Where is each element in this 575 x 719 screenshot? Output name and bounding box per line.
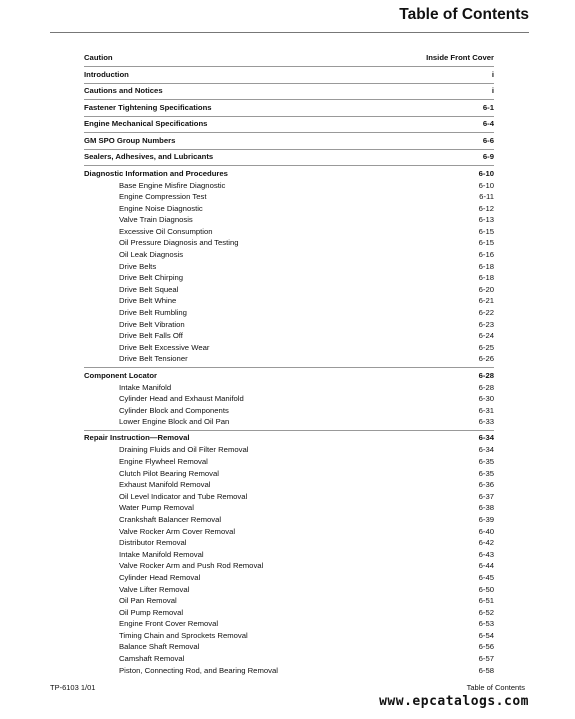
section-divider [84, 165, 494, 166]
toc-entry-page: 6-15 [478, 238, 494, 248]
toc-entry-page: 6-37 [478, 491, 494, 501]
toc-entry-page: 6-34 [478, 433, 494, 443]
toc-entry-label: Drive Belts [119, 261, 157, 271]
toc-entry-label: Drive Belt Chirping [119, 273, 184, 283]
toc-entry-page: 6-31 [478, 405, 494, 415]
toc-entry-label: Balance Shaft Removal [119, 642, 200, 652]
toc-entry-label: Cylinder Head and Exhaust Manifold [119, 394, 244, 404]
toc-entry-page: 6-38 [478, 503, 494, 513]
watermark-url: www.epcatalogs.com [379, 694, 529, 709]
toc-entry-label: Oil Pan Removal [119, 596, 177, 606]
toc-entry-page: 6-52 [478, 607, 494, 617]
toc-subentry[interactable] [84, 330, 494, 342]
section-divider [84, 116, 494, 117]
toc-entry-label: GM SPO Group Numbers [84, 135, 176, 145]
toc-entry-page: i [491, 86, 494, 95]
toc-entry-label: Introduction [84, 69, 129, 79]
toc-section-entry[interactable] [84, 85, 494, 97]
toc-subentry[interactable] [84, 226, 494, 238]
table-of-contents [84, 52, 494, 676]
toc-entry-page: 6-43 [478, 549, 494, 559]
toc-entry-label: Drive Belt Whine [119, 296, 177, 306]
toc-entry-label: Diagnostic Information and Procedures [84, 168, 228, 178]
toc-entry-label: Oil Level Indicator and Tube Removal [119, 491, 248, 501]
toc-subentry[interactable] [84, 353, 494, 365]
toc-subentry[interactable] [84, 295, 494, 307]
section-divider [84, 149, 494, 150]
toc-section-entry[interactable] [84, 102, 494, 114]
section-divider [84, 99, 494, 100]
toc-entry-page: 6-21 [478, 296, 494, 306]
section-divider [84, 367, 494, 368]
footer-section-name: Table of Contents [466, 683, 525, 692]
toc-subentry[interactable] [84, 641, 494, 653]
toc-entry-label: Valve Rocker Arm and Push Rod Removal [119, 561, 264, 571]
toc-entry-page: 6-10 [478, 180, 494, 190]
toc-entry-label: Component Locator [84, 370, 158, 380]
toc-subentry[interactable] [84, 618, 494, 630]
toc-entry-label: Intake Manifold Removal [119, 549, 204, 559]
section-divider [84, 83, 494, 84]
toc-subentry[interactable] [84, 405, 494, 417]
toc-subentry[interactable] [84, 560, 494, 572]
toc-subentry[interactable] [84, 249, 494, 261]
title-divider [50, 32, 529, 33]
toc-entry-label: Valve Lifter Removal [119, 584, 190, 594]
toc-entry-page: 6-44 [478, 561, 494, 571]
toc-entry-label: Sealers, Adhesives, and Lubricants [84, 152, 214, 161]
toc-entry-page: 6-39 [478, 514, 494, 524]
toc-entry-page: 6-16 [478, 250, 494, 260]
toc-entry-page: 6-58 [478, 665, 494, 675]
toc-entry-label: Clutch Pilot Bearing Removal [119, 468, 219, 478]
toc-entry-page: 6-56 [478, 642, 494, 652]
toc-entry-label: Water Pump Removal [119, 503, 194, 513]
toc-entry-label: Drive Belt Falls Off [119, 331, 183, 341]
toc-entry-label: Cautions and Notices [84, 86, 163, 95]
toc-subentry[interactable] [84, 549, 494, 561]
toc-entry-page: 6-12 [478, 203, 494, 213]
toc-subentry[interactable] [84, 307, 494, 319]
section-divider [84, 132, 494, 133]
toc-subentry[interactable] [84, 382, 494, 394]
footer-doc-id: TP-6103 1/01 [50, 683, 96, 692]
toc-entry-page: 6-51 [478, 596, 494, 606]
toc-entry-page: 6-11 [479, 192, 494, 202]
toc-subentry[interactable] [84, 261, 494, 273]
toc-entry-page: 6-10 [478, 168, 494, 178]
toc-entry-page: 6-13 [478, 215, 494, 225]
toc-entry-label: Camshaft Removal [119, 654, 185, 664]
toc-subentry[interactable] [84, 607, 494, 619]
toc-entry-label: Intake Manifold [119, 382, 172, 392]
toc-subentry[interactable] [84, 630, 494, 642]
toc-entry-page: 6-4 [482, 119, 494, 128]
toc-subentry[interactable] [84, 319, 494, 331]
toc-entry-page: 6-34 [478, 445, 494, 455]
toc-entry-page: 6-42 [478, 538, 494, 548]
toc-subentry[interactable] [84, 191, 494, 203]
toc-section-entry[interactable] [84, 168, 494, 180]
toc-entry-page: 6-40 [478, 526, 494, 536]
toc-subentry[interactable] [84, 537, 494, 549]
toc-entry-page: 6-45 [478, 572, 494, 582]
toc-section-entry[interactable] [84, 151, 494, 163]
toc-entry-page: 6-18 [478, 261, 494, 271]
toc-entry-page: 6-18 [478, 273, 494, 283]
toc-entry-page: 6-28 [478, 382, 494, 392]
toc-entry-label: Distributor Removal [119, 538, 187, 548]
toc-section-entry[interactable] [84, 52, 494, 64]
toc-entry-page: 6-30 [478, 394, 494, 404]
toc-section-entry[interactable] [84, 69, 494, 81]
toc-entry-label: Lower Engine Block and Oil Pan [119, 417, 230, 427]
toc-entry-page: 6-9 [482, 152, 494, 161]
toc-section-entry[interactable] [84, 135, 494, 147]
toc-entry-label: Draining Fluids and Oil Filter Removal [119, 445, 249, 455]
section-divider [84, 430, 494, 431]
toc-entry-label: Crankshaft Balancer Removal [119, 514, 222, 524]
toc-entry-label: Cylinder Block and Components [119, 405, 229, 415]
toc-subentry[interactable] [84, 456, 494, 468]
toc-section-entry[interactable] [84, 118, 494, 130]
toc-entry-label: Engine Mechanical Specifications [84, 119, 208, 128]
toc-subentry[interactable] [84, 342, 494, 354]
toc-subentry[interactable] [84, 595, 494, 607]
toc-entry-page: 6-25 [478, 342, 494, 352]
toc-subentry[interactable] [84, 203, 494, 215]
toc-subentry[interactable] [84, 491, 494, 503]
toc-entry-label: Oil Pressure Diagnosis and Testing [119, 238, 239, 248]
toc-entry-label: Engine Flywheel Removal [119, 456, 208, 466]
toc-entry-page: i [491, 69, 494, 79]
toc-entry-label: Base Engine Misfire Diagnostic [119, 180, 226, 190]
toc-entry-page: 6-1 [482, 102, 494, 112]
toc-entry-label: Valve Train Diagnosis [119, 215, 193, 225]
toc-section-entry[interactable] [84, 370, 494, 382]
toc-subentry[interactable] [84, 526, 494, 538]
toc-subentry[interactable] [84, 237, 494, 249]
toc-entry-page: 6-22 [478, 308, 494, 318]
toc-entry-label: Drive Belt Excessive Wear [119, 342, 210, 352]
toc-entry-page: 6-36 [478, 480, 494, 490]
toc-entry-label: Cylinder Head Removal [119, 572, 201, 582]
toc-section-entry[interactable] [84, 432, 494, 444]
toc-entry-label: Drive Belt Vibration [119, 319, 185, 329]
toc-entry-label: Engine Compression Test [119, 192, 207, 202]
toc-entry-label: Exhaust Manifold Removal [119, 480, 211, 490]
toc-entry-label: Repair Instruction—Removal [84, 433, 190, 443]
toc-entry-page: 6-20 [478, 284, 494, 294]
toc-entry-page: 6-28 [478, 370, 494, 380]
section-divider [84, 66, 494, 67]
toc-entry-label: Engine Front Cover Removal [119, 619, 219, 629]
toc-subentry[interactable] [84, 214, 494, 226]
toc-entry-page: 6-57 [478, 654, 494, 664]
toc-subentry[interactable] [84, 180, 494, 192]
toc-entry-page: 6-35 [478, 456, 494, 466]
toc-entry-page: 6-15 [478, 226, 494, 236]
toc-entry-label: Drive Belt Squeal [119, 284, 179, 294]
toc-entry-page: 6-26 [478, 354, 494, 364]
toc-entry-label: Excessive Oil Consumption [119, 226, 213, 236]
toc-subentry[interactable] [84, 514, 494, 526]
toc-entry-label: Piston, Connecting Rod, and Bearing Removal [119, 665, 278, 675]
toc-entry-page: 6-6 [482, 135, 494, 145]
toc-entry-page: 6-53 [478, 619, 494, 629]
page-title: Table of Contents [399, 6, 529, 23]
toc-entry-label: Timing Chain and Sprockets Removal [119, 630, 248, 640]
toc-entry-label: Drive Belt Tensioner [119, 354, 188, 364]
toc-subentry[interactable] [84, 572, 494, 584]
toc-subentry[interactable] [84, 284, 494, 296]
toc-entry-page: 6-50 [478, 584, 494, 594]
toc-subentry[interactable] [84, 444, 494, 456]
toc-entry-label: Engine Noise Diagnostic [119, 203, 203, 213]
toc-entry-label: Drive Belt Rumbling [119, 308, 187, 318]
toc-subentry[interactable] [84, 272, 494, 284]
toc-subentry[interactable] [84, 393, 494, 405]
toc-subentry[interactable] [84, 468, 494, 480]
toc-subentry[interactable] [84, 479, 494, 491]
toc-entry-label: Fastener Tightening Specifications [84, 102, 212, 112]
toc-subentry[interactable] [84, 584, 494, 596]
toc-entry-label: Caution [84, 53, 113, 62]
toc-entry-label: Valve Rocker Arm Cover Removal [119, 526, 236, 536]
toc-entry-page: Inside Front Cover [426, 53, 494, 62]
toc-entry-page: 6-24 [478, 331, 494, 341]
toc-subentry[interactable] [84, 416, 494, 428]
toc-subentry[interactable] [84, 502, 494, 514]
toc-entry-page: 6-23 [478, 319, 494, 329]
toc-subentry[interactable] [84, 653, 494, 665]
toc-entry-label: Oil Leak Diagnosis [119, 250, 184, 260]
toc-entry-page: 6-33 [478, 417, 494, 427]
toc-entry-label: Oil Pump Removal [119, 607, 184, 617]
toc-entry-page: 6-35 [478, 468, 494, 478]
toc-entry-page: 6-54 [478, 630, 494, 640]
toc-subentry[interactable] [84, 665, 494, 677]
